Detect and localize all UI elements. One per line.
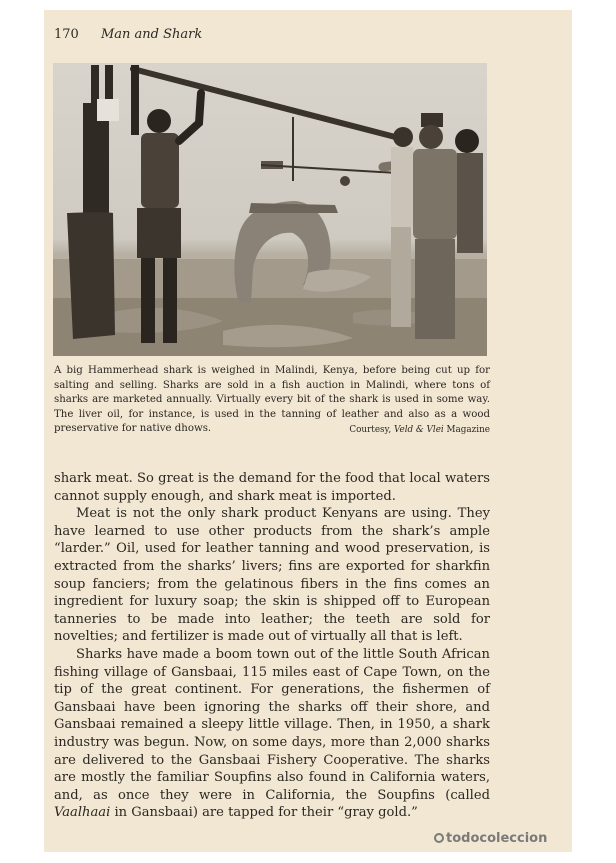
watermark bbox=[434, 831, 547, 846]
watermark-text: todocoleccion bbox=[446, 831, 548, 846]
photo-caption bbox=[54, 364, 490, 438]
running-header bbox=[54, 27, 202, 42]
credit-prefix: Courtesy, bbox=[349, 425, 394, 435]
caption-text: A big Hammerhead shark is weighed in Malindi, Kenya, before being cut up for salting and selling. Sharks are sold in a fish auction in Malindi, where tons of sharks are marketed annually. Virtually every bit of the shark is used in some way. The liver oil, for instance, is used in the tanning of leather and also as a wood preservative for native dhows. bbox=[54, 365, 490, 434]
body-text bbox=[54, 470, 490, 822]
photo-credit bbox=[349, 423, 490, 438]
credit-source: Veld & Vlei bbox=[393, 425, 444, 435]
page-number: 170 bbox=[54, 27, 79, 42]
paragraph-3-part-b: in Gansbaai) are tapped for their “gray gold.” bbox=[110, 805, 418, 821]
paragraph-3 bbox=[54, 646, 490, 822]
watermark-logo-icon bbox=[434, 833, 444, 843]
paragraph-2: Meat is not the only shark product Kenyans are using. They have learned to use other products from the shark’s ample “larder.” Oil, used for leather tanning and wood preservation, is extracted from the sharks’ livers; fins are exported for sharkfin soup fanciers; from the gelatinous fibers in the fins comes an ingredient for luxury soap; the skin is shipped off to European tanneries to be made into leather; the teeth are sold for novelties; and fertilizer is made out of virtually all that is left. bbox=[54, 506, 490, 645]
paragraph-3-part-a: Sharks have made a boom town out of the little South African fishing village of Gansbaai, 115 miles east of Cape Town, on the tip of the great continent. For generations, the fishermen of Gansbaai have been ignoring the sharks off their shore, and Gansbaai remained a sleepy little village. Then, in 1950, a shark industry was begun. Now, on some days, more than 2,000 sharks are delivered to the Gansbaai Fishery Cooperative. The sharks are mostly the familiar Soupfins also found in California waters, and, as once they were in California, the Soupfins (called bbox=[54, 646, 490, 803]
running-title: Man and Shark bbox=[100, 27, 203, 42]
photo-illustration bbox=[53, 63, 487, 356]
paragraph-3-italic: Vaalhaai bbox=[54, 805, 111, 821]
credit-suffix: Magazine bbox=[443, 425, 490, 435]
paragraph-1: shark meat. So great is the demand for the food that local waters cannot supply enough, and shark meat is imported. bbox=[54, 471, 490, 504]
hammerhead-shark-photo bbox=[53, 63, 487, 356]
